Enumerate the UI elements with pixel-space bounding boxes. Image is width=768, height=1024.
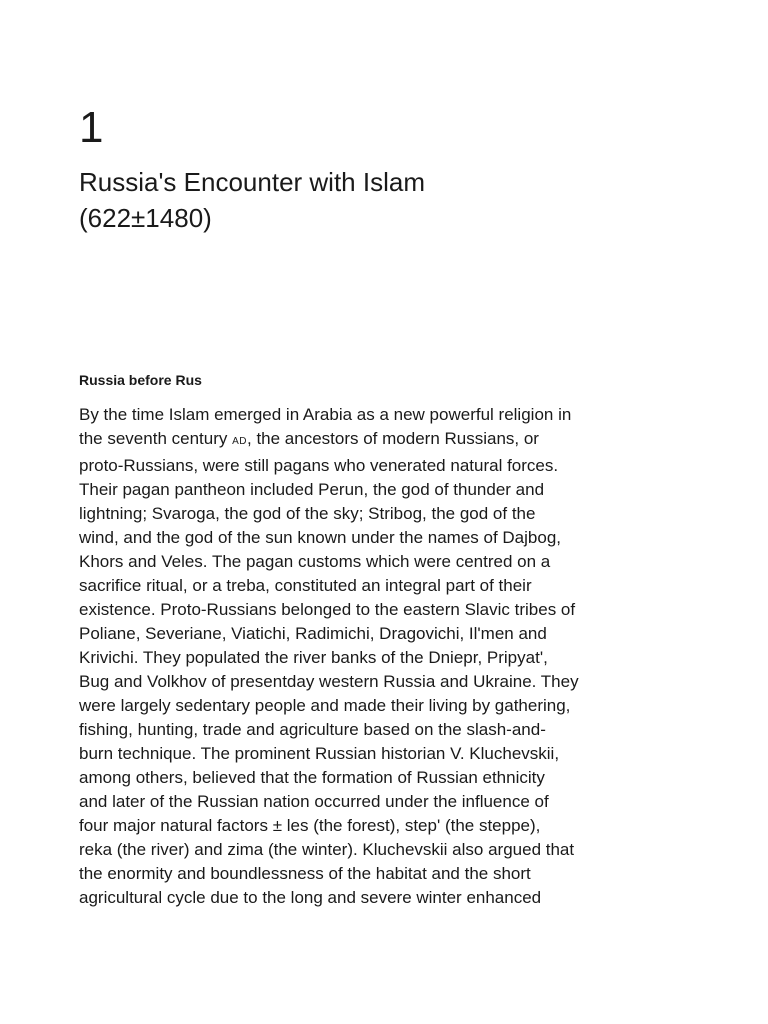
- paragraph-line: and later of the Russian nation occurred under the influence of: [79, 792, 549, 811]
- chapter-number: 1: [79, 103, 104, 152]
- paragraph-line: By the time Islam emerged in Arabia as a new powerful religion in: [79, 405, 572, 424]
- chapter-title: [79, 164, 699, 236]
- paragraph-line: were largely sedentary people and made their living by gathering,: [79, 696, 571, 715]
- body-paragraph: [79, 403, 689, 910]
- section-heading: Russia before Rus: [79, 372, 202, 388]
- paragraph-line: agricultural cycle due to the long and severe winter enhanced: [79, 888, 542, 907]
- paragraph-line: reka (the river) and zima (the winter). Kluchevskii also argued that: [79, 840, 575, 859]
- paragraph-line: sacrifice ritual, or a treba, constituted an integral part of their: [79, 576, 532, 595]
- paragraph-line: Their pagan pantheon included Perun, the god of thunder and: [79, 480, 545, 499]
- paragraph-line: the enormity and boundlessness of the habitat and the short: [79, 864, 531, 883]
- paragraph-line: fishing, hunting, trade and agriculture based on the slash-and-: [79, 720, 546, 739]
- paragraph-line: four major natural factors ± les (the forest), step' (the steppe),: [79, 816, 541, 835]
- paragraph-line: Poliane, Severiane, Viatichi, Radimichi, Dragovichi, Il'men and: [79, 624, 547, 643]
- paragraph-line: existence. Proto-Russians belonged to the eastern Slavic tribes of: [79, 600, 576, 619]
- paragraph-line: burn technique. The prominent Russian historian V. Kluchevskii,: [79, 744, 560, 763]
- paragraph-line: among others, believed that the formation of Russian ethnicity: [79, 768, 545, 787]
- paragraph-line: Krivichi. They populated the river banks of the Dniepr, Pripyat',: [79, 648, 548, 667]
- paragraph-line: lightning; Svaroga, the god of the sky; Stribog, the god of the: [79, 504, 536, 523]
- paragraph-line: Bug and Volkhov of presentday western Russia and Ukraine. They: [79, 672, 579, 691]
- paragraph-line: wind, and the god of the sun known under the names of Dajbog,: [79, 528, 561, 547]
- paragraph-line: Khors and Veles. The pagan customs which were centred on a: [79, 552, 551, 571]
- era-abbreviation: AD: [232, 436, 247, 447]
- chapter-title-line: Russia's Encounter with Islam: [79, 167, 425, 197]
- paragraph-line: proto-Russians, were still pagans who venerated natural forces.: [79, 456, 559, 475]
- chapter-title-dates: (622±1480): [79, 203, 212, 233]
- paragraph-line: [79, 427, 689, 454]
- paragraph-text: , the ancestors of modern Russians, or: [247, 429, 539, 448]
- paragraph-text: the seventh century: [79, 429, 233, 448]
